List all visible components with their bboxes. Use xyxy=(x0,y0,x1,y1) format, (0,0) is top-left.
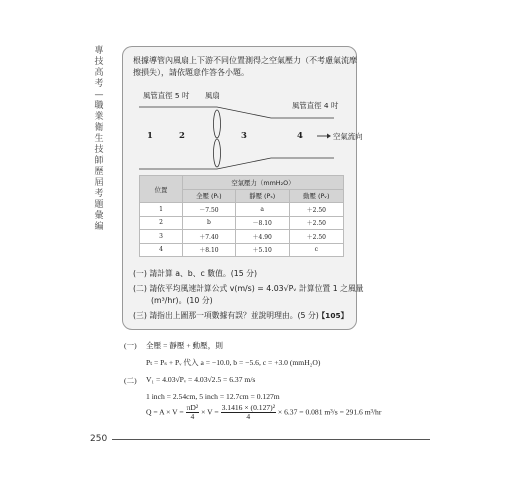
fraction-2-numerator: 3.1416 × (0.127)² xyxy=(221,403,275,412)
answer-2-label: (二) xyxy=(124,376,137,385)
answer-2-line2: 1 inch = 2.54cm, 5 inch = 12.7cm = 0.127m xyxy=(146,392,280,401)
answer-1-line1: 全壓 = 靜壓 + 動壓，則 xyxy=(146,341,223,350)
cell-velocity: ＋2.50 xyxy=(289,230,343,244)
fraction-1-denominator: 4 xyxy=(190,412,195,421)
point-2: 2 xyxy=(179,131,185,141)
formula-right: × 6.37 = 0.081 m³/s = 291.6 m³/hr xyxy=(277,407,382,417)
header-static: 靜壓 (Pₛ) xyxy=(235,189,289,203)
table-row xyxy=(140,243,344,257)
formula-fraction-2 xyxy=(221,404,276,421)
footer-divider xyxy=(112,439,430,440)
cell-position: 3 xyxy=(140,230,183,244)
label-duct-diameter-4: 風管直徑 4 吋 xyxy=(292,101,339,110)
answer-1-line2: Pₜ = Pₛ + Pᵥ 代入 a = −10.0, b = −5.6, c = +3.0 (mmH₂O) xyxy=(146,358,321,367)
cell-position: 2 xyxy=(140,216,183,230)
point-3: 3 xyxy=(241,131,247,141)
cell-static: ＋4.90 xyxy=(235,230,289,244)
cell-position: 4 xyxy=(140,243,183,257)
formula-q-left: Q = A × V = xyxy=(146,407,184,417)
cell-total: b xyxy=(183,216,236,230)
cell-total: －7.50 xyxy=(183,203,236,217)
table-row xyxy=(140,203,344,217)
cell-static: a xyxy=(235,203,289,217)
fraction-2-denominator: 4 xyxy=(246,412,251,421)
formula-mid: × V = xyxy=(201,407,219,417)
label-flow-direction: 空氣流向 xyxy=(333,132,363,141)
pressure-table xyxy=(139,175,344,257)
header-position: 位置 xyxy=(140,176,183,203)
cell-total: ＋8.10 xyxy=(183,243,236,257)
label-fan: 風扇 xyxy=(205,91,220,100)
header-pressure: 空氣壓力（mmH₂O） xyxy=(183,176,344,190)
answer-2-formula xyxy=(146,404,381,421)
cell-static: －8.10 xyxy=(235,216,289,230)
cell-velocity: c xyxy=(289,243,343,257)
side-title: 專技高考—職業衛生技師歷屆考題彙編 xyxy=(94,46,104,232)
cell-velocity: ＋2.50 xyxy=(289,216,343,230)
point-4: 4 xyxy=(297,131,303,141)
score-tag: 【105】 xyxy=(317,311,348,320)
sub-question-2-line2: (m³/hr)。(10 分) xyxy=(151,296,213,305)
point-1: 1 xyxy=(147,131,153,141)
answer-2-line1: V₁ = 4.03√Pᵥ = 4.03√2.5 = 6.37 m/s xyxy=(146,375,256,384)
cell-total: ＋7.40 xyxy=(183,230,236,244)
answer-1-label: (一) xyxy=(124,341,137,350)
sub-question-1: (一) 請計算 a、b、c 數值。(15 分) xyxy=(133,269,257,278)
page-number: 250 xyxy=(90,434,108,444)
fraction-1-numerator: πD² xyxy=(186,403,199,412)
question-intro: 根據導管內風扇上下游不同位置測得之空氣壓力（不考慮氣流摩擦損失），請依題意作答各小題。 xyxy=(133,56,357,77)
duct-diagram xyxy=(129,87,363,179)
table-row xyxy=(140,216,344,230)
sub-question-2-line1: (二) 請依平均風速計算公式 v(m/s) = 4.03√Pᵥ 計算位置 1 之風量 xyxy=(133,284,364,293)
header-velocity: 動壓 (Pᵥ) xyxy=(289,189,343,203)
formula-fraction-1 xyxy=(186,404,200,421)
question-box xyxy=(122,46,364,330)
header-total: 全壓 (Pₜ) xyxy=(183,189,236,203)
duct-lower-wall xyxy=(139,158,334,169)
label-duct-diameter-5: 風管直徑 5 吋 xyxy=(143,91,190,100)
cell-static: ＋5.10 xyxy=(235,243,289,257)
fan-blade-top xyxy=(214,110,221,138)
sub-question-3: (三) 請指出上圖那一項數據有誤？並說明理由。(5 分) xyxy=(133,311,319,320)
flow-arrow-head xyxy=(327,134,331,139)
fan-blade-bottom xyxy=(214,139,221,167)
cell-position: 1 xyxy=(140,203,183,217)
cell-velocity: ＋2.50 xyxy=(289,203,343,217)
table-row xyxy=(140,230,344,244)
